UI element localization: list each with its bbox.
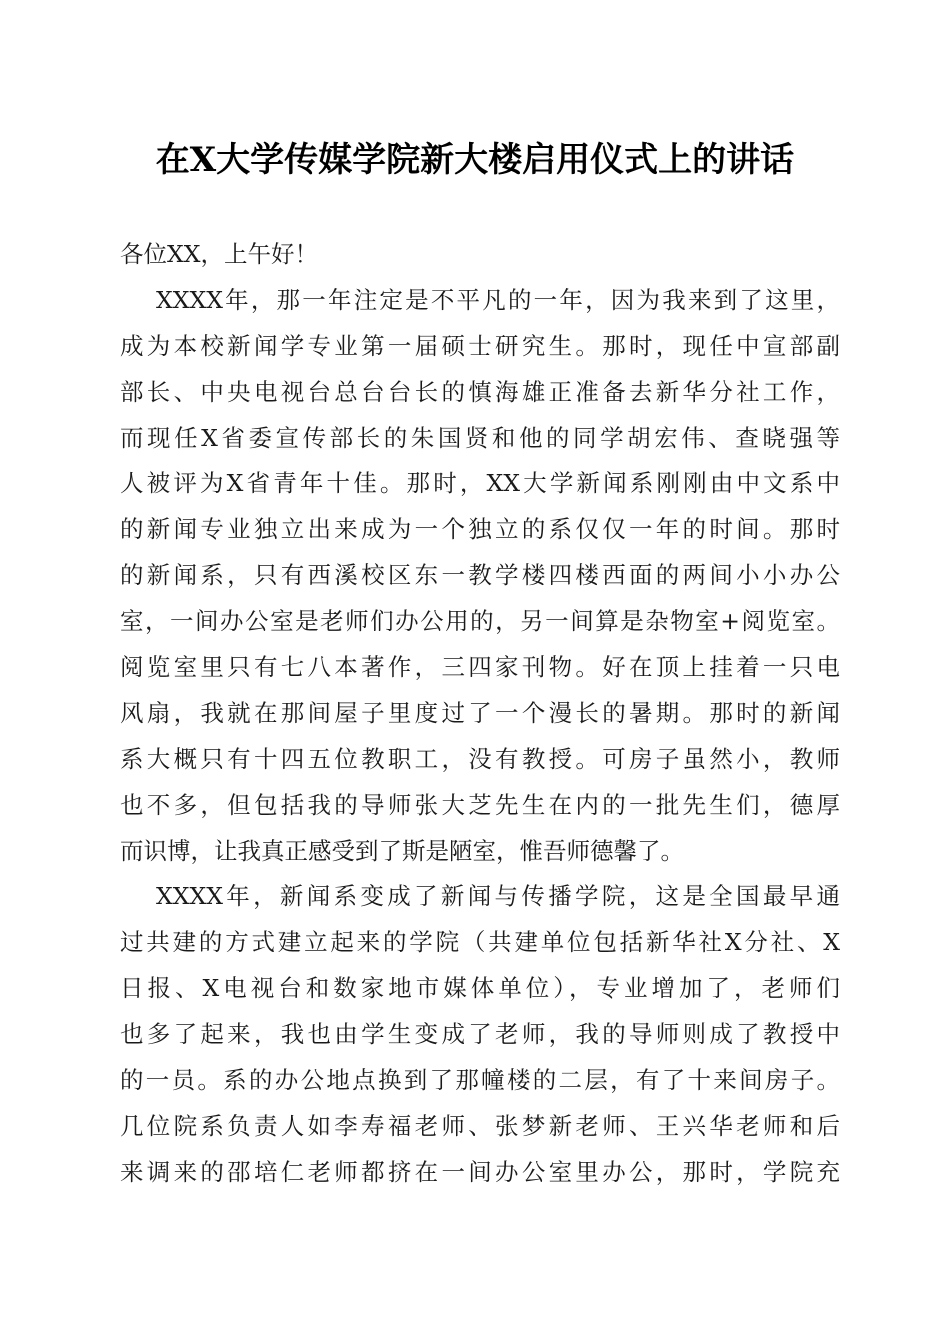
document-title: 在X大学传媒学院新大楼启用仪式上的讲话 [155, 140, 795, 180]
paragraph-line: 而现任X省委宣传部长的朱国贤和他的同学胡宏伟、查晓强等 [120, 423, 840, 452]
greeting-line: 各位XX，上午好！ [120, 240, 318, 268]
paragraph-line: 的一员。系的办公地点换到了那幢楼的二层，有了十来间房子。 [120, 1066, 840, 1095]
paragraph-line: XXXX年，那一年注定是不平凡的一年，因为我来到了这里， [156, 285, 840, 314]
paragraph-line: 日报、X电视台和数家地市媒体单位），专业增加了，老师们 [120, 974, 840, 1003]
document-body [120, 232, 840, 1196]
paragraph-line: 阅览室里只有七八本著作，三四家刊物。好在顶上挂着一只电 [120, 653, 840, 682]
paragraph-line: 的新闻系，只有西溪校区东一教学楼四楼西面的两间小小办公 [120, 561, 840, 590]
paragraph-line: 过共建的方式建立起来的学院（共建单位包括新华社X分社、X [120, 928, 840, 957]
paragraph-line: 而识博，让我真正感受到了斯是陋室，惟吾师德馨了。 [120, 836, 684, 865]
paragraph-2 [120, 874, 840, 1195]
paragraph-line: XXXX年，新闻系变成了新闻与传播学院，这是全国最早通 [156, 882, 840, 911]
paragraph-line: 系大概只有十四五位教职工，没有教授。可房子虽然小，教师 [120, 744, 840, 773]
paragraph-1 [120, 278, 840, 875]
paragraph-line: 也不多，但包括我的导师张大芝先生在内的一批先生们，德厚 [120, 790, 840, 819]
paragraph-line: 室，一间办公室是老师们办公用的，另一间算是杂物室+阅览室。 [120, 607, 840, 636]
paragraph-line: 风扇，我就在那间屋子里度过了一个漫长的暑期。那时的新闻 [120, 698, 840, 727]
paragraph-line: 的新闻专业独立出来成为一个独立的系仅仅一年的时间。那时 [120, 515, 840, 544]
paragraph-line: 人被评为X省青年十佳。那时，XX大学新闻系刚刚由中文系中 [120, 469, 840, 498]
paragraph-line: 部长、中央电视台总台台长的慎海雄正准备去新华分社工作， [120, 377, 840, 406]
paragraph-line: 成为本校新闻学专业第一届硕士研究生。那时，现任中宣部副 [120, 331, 840, 360]
paragraph-line: 也多了起来，我也由学生变成了老师，我的导师则成了教授中 [120, 1020, 840, 1049]
paragraph-line: 来调来的邵培仁老师都挤在一间办公室里办公，那时，学院充 [120, 1157, 840, 1186]
paragraph-line: 几位院系负责人如李寿福老师、张梦新老师、王兴华老师和后 [120, 1111, 840, 1140]
